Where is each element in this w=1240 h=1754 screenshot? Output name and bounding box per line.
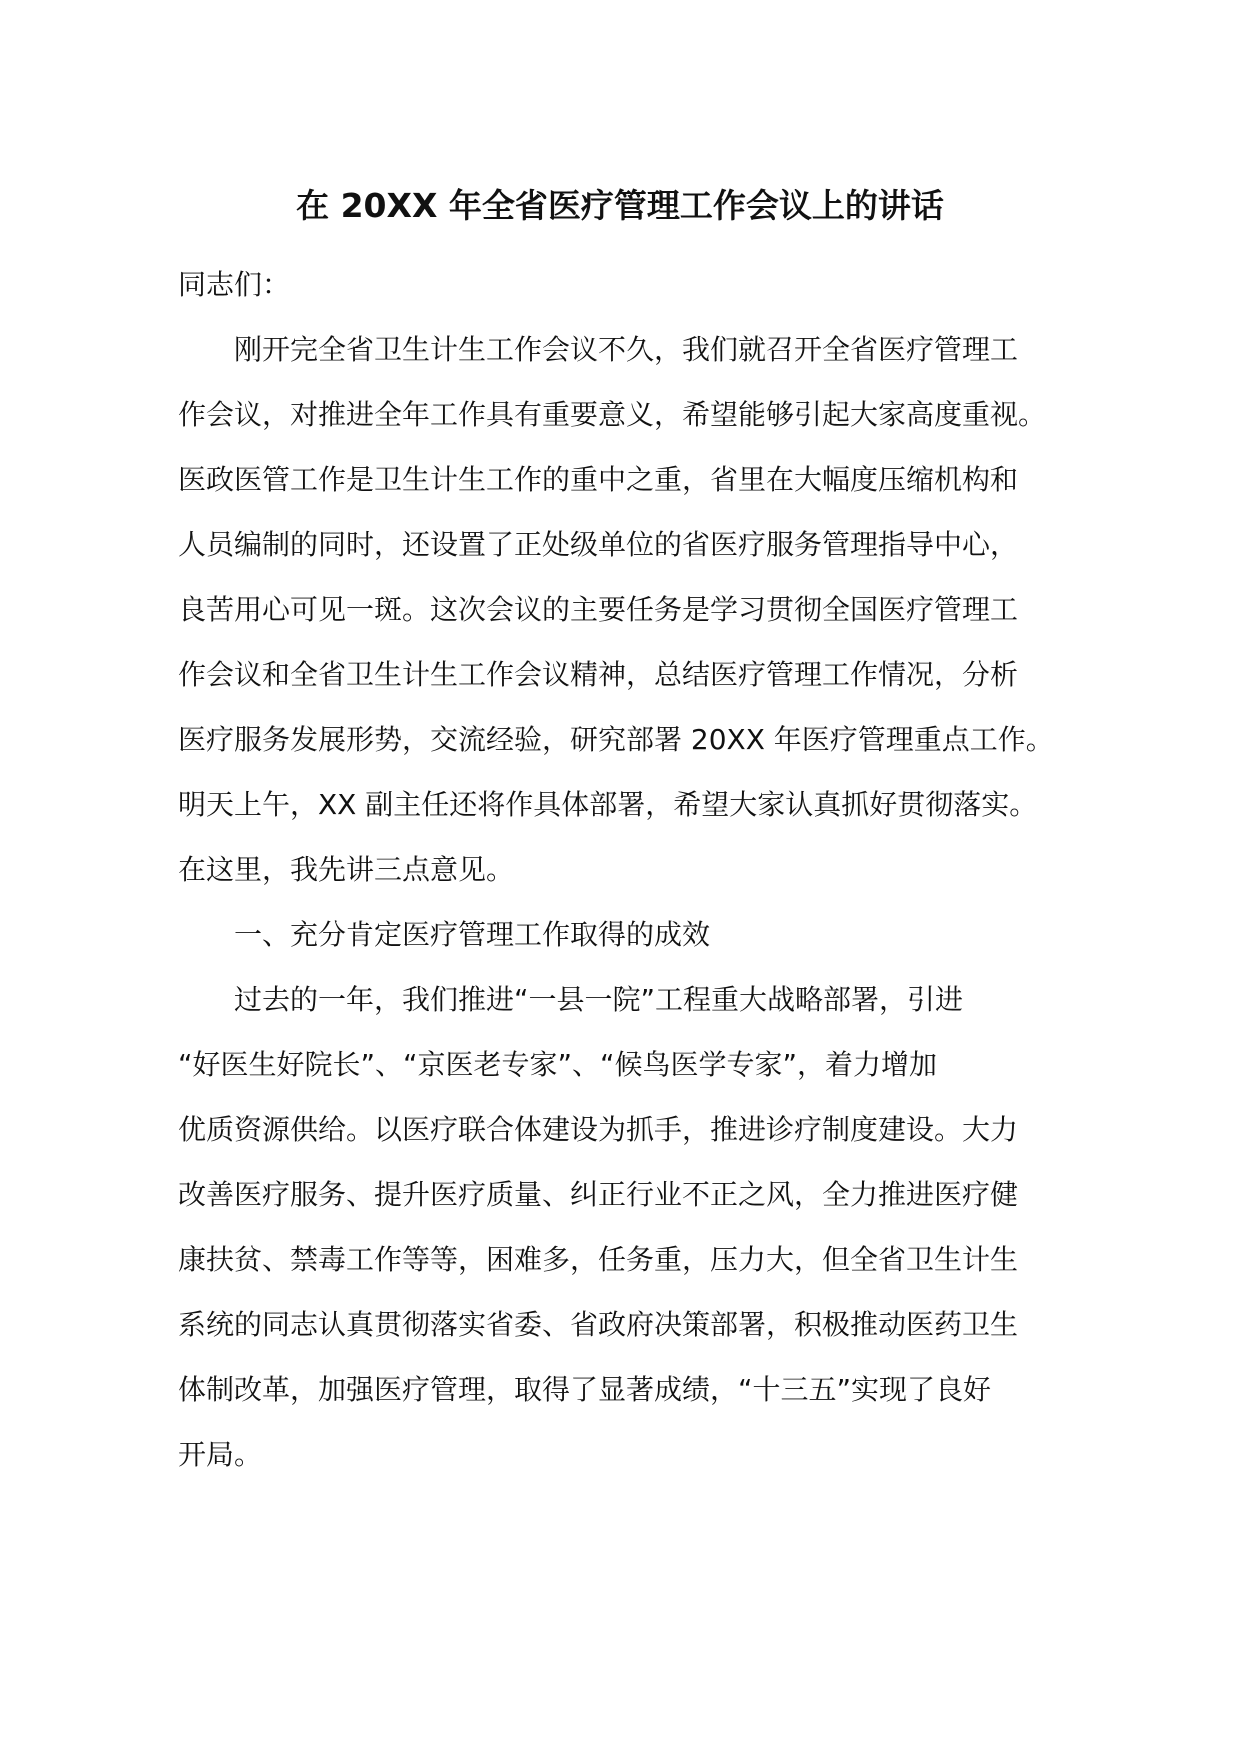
document-body — [178, 252, 1058, 1487]
paragraph-1-line: 作会议和全省卫生计生工作会议精神，总结医疗管理工作情况，分析 — [178, 658, 1019, 691]
paragraph-1-line: 刚开完全省卫生计生工作会议不久，我们就召开全省医疗管理工 — [234, 333, 1019, 366]
paragraph-1-line: 良苦用心可见一斑。这次会议的主要任务是学习贯彻全国医疗管理工 — [178, 593, 1019, 626]
paragraph-2-line: 优质资源供给。以医疗联合体建设为抓手，推进诊疗制度建设。大力 — [178, 1113, 1019, 1146]
document-title: 在 20XX 年全省医疗管理工作会议上的讲话 — [296, 186, 944, 225]
paragraph-1-line: 作会议，对推进全年工作具有重要意义，希望能够引起大家高度重视。 — [178, 398, 1047, 431]
paragraph-2-line: 系统的同志认真贯彻落实省委、省政府决策部署，积极推动医药卫生 — [178, 1308, 1019, 1341]
paragraph-1-line: 明天上午，XX 副主任还将作具体部署，希望大家认真抓好贯彻落实。 — [178, 788, 1038, 821]
paragraph-2-line: 过去的一年，我们推进“一县一院”工程重大战略部署，引进 — [234, 983, 964, 1016]
paragraph-2 — [178, 967, 1058, 1487]
paragraph-1-line: 医政医管工作是卫生计生工作的重中之重，省里在大幅度压缩机构和 — [178, 463, 1019, 496]
paragraph-1-line: 医疗服务发展形势，交流经验，研究部署 20XX 年医疗管理重点工作。 — [178, 723, 1054, 756]
paragraph-2-line: 开局。 — [178, 1438, 263, 1471]
paragraph-1 — [178, 317, 1058, 902]
paragraph-1-line: 人员编制的同时，还设置了正处级单位的省医疗服务管理指导中心， — [178, 528, 1019, 561]
paragraph-1-line: 在这里，我先讲三点意见。 — [178, 853, 515, 886]
paragraph-2-line: 康扶贫、禁毒工作等等，困难多，任务重，压力大，但全省卫生计生 — [178, 1243, 1019, 1276]
paragraph-2-line: 改善医疗服务、提升医疗质量、纠正行业不正之风，全力推进医疗健 — [178, 1178, 1019, 1211]
paragraph-2-line: 体制改革，加强医疗管理，取得了显著成绩，“十三五”实现了良好 — [178, 1373, 992, 1406]
paragraph-2-line: “好医生好院长”、“京医老专家”、“候鸟医学专家”，着力增加 — [178, 1048, 938, 1081]
section-heading: 一、充分肯定医疗管理工作取得的成效 — [234, 918, 711, 951]
salutation: 同志们： — [178, 268, 291, 301]
